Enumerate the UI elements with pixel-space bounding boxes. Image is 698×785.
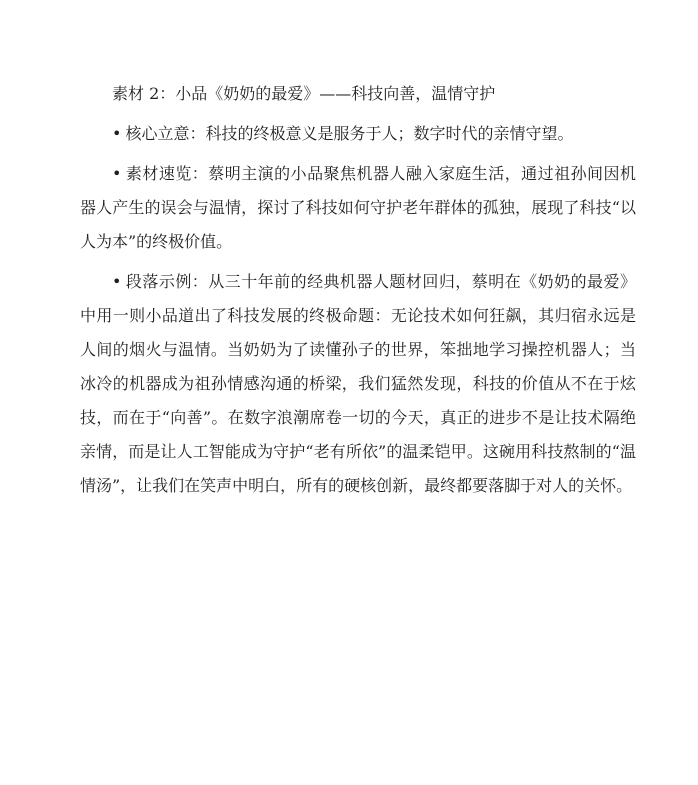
document-page (80, 77, 636, 509)
core-point-paragraph (80, 117, 636, 151)
material-title: 素材 2：小品《奶奶的最爱》——科技向善，温情守护 (112, 84, 496, 103)
bullet-icon: • (112, 164, 122, 183)
core-point-text: 核心立意：科技的终极意义是服务于人；数字时代的亲情守望。 (125, 124, 574, 143)
bullet-icon: • (112, 124, 122, 143)
example-text: 段落示例：从三十年前的经典机器人题材回归，蔡明在《奶奶的最爱》中用一则小品道出了科技发展的终极命题：无论技术如何狂飙，其归宿永远是人间的烟火与温情。当奶奶为了读懂孙子的世界，笨拙地学习操控机器人；当冰冷的机器成为祖孙情感沟通的桥梁，我们猛然发现，科技的价值从不在于炫技，而在于“向善”。在数字浪潮席卷一切的今天，真正的进步不是让技术隔绝亲情，而是让人工智能成为守护“老有所依”的温柔铠甲。这碗用科技熬制的“温情汤”，让我们在笑声中明白，所有的硬核创新，最终都要落脚于对人的关怀。 (80, 272, 636, 495)
overview-paragraph (80, 157, 636, 259)
overview-text: 素材速览：蔡明主演的小品聚焦机器人融入家庭生活，通过祖孙间因机器人产生的误会与温情，探讨了科技如何守护老年群体的孤独，展现了科技“以人为本”的终极价值。 (80, 164, 636, 251)
example-paragraph (80, 265, 636, 503)
bullet-icon: • (112, 272, 122, 291)
